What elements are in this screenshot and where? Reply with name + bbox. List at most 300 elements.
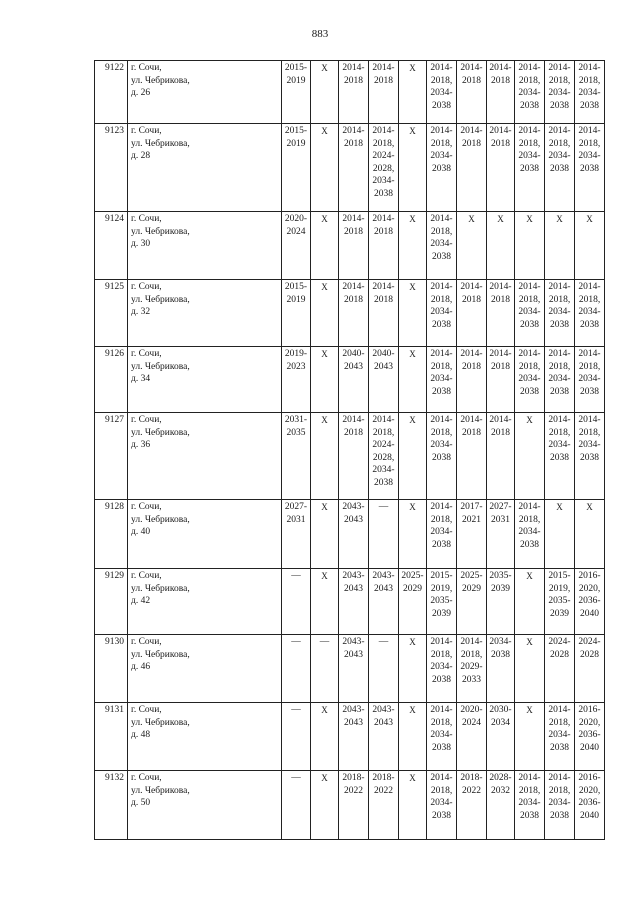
period-line: 2018,	[518, 75, 541, 86]
address-line: г. Сочи,	[131, 349, 162, 359]
period-line: X	[321, 502, 328, 512]
row-number-cell: 9132	[95, 771, 128, 840]
address-line: ул. Чебрикова,	[131, 717, 190, 728]
address-line: д. 32	[131, 307, 151, 318]
period-line: 2038	[520, 100, 539, 111]
period-cell	[515, 771, 545, 840]
period-line: X	[586, 502, 593, 512]
period-line: 2016-	[578, 705, 601, 715]
period-cell	[311, 413, 339, 500]
period-line: 2034-	[430, 88, 453, 99]
period-line: —	[378, 637, 389, 647]
period-line: —	[291, 637, 301, 647]
period-line: 2018,	[518, 138, 541, 149]
period-line: 2019-	[284, 349, 308, 359]
table-row	[95, 280, 605, 347]
period-line: 2038	[432, 319, 451, 330]
period-cell	[487, 347, 515, 413]
period-line: 2043	[374, 583, 393, 594]
period-line: 2024-	[578, 637, 601, 647]
period-cell	[427, 413, 457, 500]
period-cell	[575, 61, 605, 124]
period-cell	[545, 61, 575, 124]
period-line: 2034-	[518, 307, 541, 318]
table-row	[95, 347, 605, 413]
period-line: 2024	[462, 717, 481, 728]
period-cell	[399, 635, 427, 703]
period-cell	[282, 635, 311, 703]
period-cell	[457, 569, 487, 635]
period-cell	[399, 61, 427, 124]
period-line: 2014-	[430, 282, 453, 292]
period-cell	[545, 212, 575, 280]
period-cell	[399, 347, 427, 413]
address-line: д. 46	[131, 662, 151, 673]
row-number-cell: 9124	[95, 212, 128, 280]
period-line: 2014-	[342, 282, 365, 292]
period-line: 2018,	[518, 514, 541, 525]
row-number-cell: 9130	[95, 635, 128, 703]
address-cell	[128, 500, 282, 569]
period-line: 2018	[374, 294, 393, 305]
period-line: 2018,	[430, 649, 453, 660]
period-line: X	[321, 214, 328, 224]
address-line: г. Сочи,	[131, 571, 162, 581]
period-line: X	[409, 214, 416, 224]
address-line: д. 34	[131, 374, 151, 385]
period-cell	[369, 569, 399, 635]
table-row	[95, 569, 605, 635]
period-line: 2038	[580, 452, 599, 463]
period-line: 2030-	[489, 705, 512, 715]
period-cell	[545, 124, 575, 212]
row-number-cell: 9131	[95, 703, 128, 771]
period-line: 2018,	[430, 138, 453, 149]
period-line: 2034-	[518, 798, 541, 809]
address-line: д. 50	[131, 798, 151, 809]
period-cell	[487, 413, 515, 500]
period-line: 2014-	[489, 282, 512, 292]
period-cell	[545, 347, 575, 413]
period-cell	[427, 212, 457, 280]
period-line: 2018,	[430, 427, 453, 438]
period-cell	[457, 413, 487, 500]
period-cell	[457, 347, 487, 413]
period-line: 2034-	[548, 88, 571, 99]
period-line: 2018,	[430, 785, 453, 796]
period-line: 2038	[520, 539, 539, 550]
period-line: 2034-	[548, 440, 571, 451]
period-cell	[545, 280, 575, 347]
period-line: 2019	[286, 75, 306, 86]
period-line: 2018,	[548, 138, 571, 149]
period-line: 2038	[580, 100, 599, 111]
period-cell	[487, 61, 515, 124]
period-line: 2034-	[518, 88, 541, 99]
period-line: 2014-	[578, 63, 601, 73]
period-cell	[399, 124, 427, 212]
period-line: 2035-	[548, 596, 571, 607]
period-cell	[545, 703, 575, 771]
period-line: 2018	[491, 75, 510, 86]
period-line: 2014-	[518, 349, 541, 359]
period-line: 2014-	[430, 705, 453, 715]
period-line: 2024-	[372, 440, 395, 451]
row-number-cell: 9122	[95, 61, 128, 124]
period-line: 2034-	[430, 239, 453, 250]
period-line: 2027-	[284, 502, 308, 512]
table-row	[95, 124, 605, 212]
period-cell	[282, 61, 311, 124]
period-cell	[339, 771, 369, 840]
period-line: 2014-	[489, 63, 512, 73]
period-cell	[311, 347, 339, 413]
period-cell	[369, 347, 399, 413]
period-cell	[399, 771, 427, 840]
period-cell	[575, 413, 605, 500]
period-cell	[339, 413, 369, 500]
period-line: 2015-	[284, 63, 308, 73]
period-line: 2014-	[460, 282, 483, 292]
period-line: 2018	[344, 75, 363, 86]
period-cell	[311, 280, 339, 347]
period-line: 2020,	[578, 583, 601, 594]
period-line: 2014-	[578, 282, 601, 292]
period-line: 2033	[462, 674, 481, 685]
period-cell	[282, 212, 311, 280]
period-line: 2043	[344, 514, 363, 525]
period-line: 2034	[491, 717, 510, 728]
period-cell	[427, 635, 457, 703]
period-line: 2018,	[578, 427, 601, 438]
period-line: 2014-	[489, 349, 512, 359]
period-line: 2043-	[342, 705, 365, 715]
period-line: 2018,	[430, 294, 453, 305]
period-line: 2038	[432, 100, 451, 111]
period-line: 2038	[432, 674, 451, 685]
period-line: X	[526, 705, 533, 715]
period-line: 2028	[580, 649, 599, 660]
address-cell	[128, 347, 282, 413]
period-line: 2034-	[430, 374, 453, 385]
address-line: г. Сочи,	[131, 282, 162, 292]
period-cell	[399, 280, 427, 347]
address-line: д. 28	[131, 151, 151, 162]
period-cell	[545, 413, 575, 500]
period-line: 2017-	[460, 502, 483, 512]
period-line: 2018,	[518, 361, 541, 372]
period-cell	[311, 61, 339, 124]
period-line: X	[409, 282, 416, 292]
period-line: 2034-	[548, 798, 571, 809]
period-line: 2018	[462, 294, 481, 305]
period-line: 2020,	[578, 717, 601, 728]
period-cell	[339, 212, 369, 280]
period-line: 2031	[286, 514, 306, 525]
period-cell	[487, 771, 515, 840]
period-cell	[339, 635, 369, 703]
period-line: 2039	[432, 608, 451, 619]
period-line: X	[526, 214, 533, 224]
period-line: 2038	[550, 386, 569, 397]
period-line: 2022	[344, 785, 363, 796]
period-line: 2015-	[548, 571, 571, 581]
period-cell	[282, 124, 311, 212]
period-line: 2043-	[372, 571, 395, 581]
address-line: г. Сочи,	[131, 705, 162, 715]
period-line: 2043	[344, 649, 363, 660]
address-line: ул. Чебрикова,	[131, 75, 190, 86]
period-line: 2014-	[578, 126, 601, 136]
period-line: 2034-	[430, 798, 453, 809]
period-cell	[487, 635, 515, 703]
address-cell	[128, 280, 282, 347]
period-line: 2038	[432, 452, 451, 463]
period-cell	[311, 569, 339, 635]
period-cell	[575, 771, 605, 840]
period-line: 2014-	[342, 214, 365, 224]
period-line: X	[321, 63, 328, 73]
period-line: 2029	[462, 583, 481, 594]
period-cell	[515, 347, 545, 413]
period-cell	[427, 61, 457, 124]
period-cell	[369, 212, 399, 280]
period-line: 2038	[550, 742, 569, 753]
period-line: 2014-	[548, 773, 571, 783]
period-line: 2015-	[430, 571, 453, 581]
period-line: 2040	[580, 810, 599, 821]
address-line: ул. Чебрикова,	[131, 583, 190, 594]
period-line: 2014-	[548, 349, 571, 359]
period-line: 2014-	[342, 415, 365, 425]
address-line: д. 26	[131, 88, 151, 99]
address-cell	[128, 771, 282, 840]
address-line: г. Сочи,	[131, 214, 162, 224]
address-cell	[128, 61, 282, 124]
period-line: 2035-	[430, 596, 453, 607]
period-line: —	[291, 773, 301, 783]
period-cell	[369, 500, 399, 569]
address-line: ул. Чебрикова,	[131, 361, 190, 372]
period-line: 2038	[432, 742, 451, 753]
period-line: 2018,	[578, 75, 601, 86]
address-line: ул. Чебрикова,	[131, 427, 190, 438]
period-cell	[575, 635, 605, 703]
period-line: 2038	[580, 386, 599, 397]
period-line: 2018	[462, 138, 481, 149]
period-line: 2034-	[548, 151, 571, 162]
period-cell	[575, 124, 605, 212]
period-line: 2014-	[518, 773, 541, 783]
period-cell	[487, 569, 515, 635]
period-line: 2043	[374, 717, 393, 728]
period-cell	[515, 124, 545, 212]
period-line: 2016-	[578, 773, 601, 783]
period-line: 2018,	[548, 294, 571, 305]
period-line: X	[321, 773, 328, 783]
period-line: 2018	[491, 361, 510, 372]
period-line: X	[321, 282, 328, 292]
period-cell	[369, 771, 399, 840]
period-line: 2020-	[460, 705, 483, 715]
period-cell	[515, 635, 545, 703]
period-line: X	[409, 637, 416, 647]
period-cell	[457, 635, 487, 703]
period-line: X	[321, 126, 328, 136]
period-line: 2034-	[548, 307, 571, 318]
period-line: 2014-	[430, 63, 453, 73]
period-line: X	[556, 502, 563, 512]
period-line: X	[321, 349, 328, 359]
period-cell	[575, 280, 605, 347]
table-row	[95, 413, 605, 500]
period-line: 2018,	[430, 226, 453, 237]
period-line: 2038	[520, 386, 539, 397]
address-cell	[128, 413, 282, 500]
period-line: 2018	[462, 361, 481, 372]
period-line: 2018,	[548, 361, 571, 372]
period-cell	[487, 280, 515, 347]
table-row	[95, 703, 605, 771]
period-cell	[427, 347, 457, 413]
period-cell	[457, 703, 487, 771]
period-line: 2038	[550, 319, 569, 330]
period-line: 2034-	[578, 88, 601, 99]
period-line: 2014-	[460, 349, 483, 359]
period-line: 2014-	[342, 63, 365, 73]
period-line: 2043-	[372, 705, 395, 715]
period-line: 2018,	[372, 427, 395, 438]
period-line: 2025-	[460, 571, 483, 581]
period-cell	[282, 771, 311, 840]
period-line: 2014-	[548, 63, 571, 73]
period-line: 2018,	[578, 294, 601, 305]
period-cell	[427, 124, 457, 212]
period-line: 2020-	[284, 214, 308, 224]
period-line: 2028	[550, 649, 569, 660]
period-line: 2018	[374, 75, 393, 86]
period-line: 2018,	[548, 427, 571, 438]
period-line: 2014-	[430, 349, 453, 359]
period-cell	[515, 703, 545, 771]
period-line: 2018,	[460, 649, 483, 660]
period-line: 2018,	[518, 294, 541, 305]
address-line: д. 30	[131, 239, 151, 250]
address-line: д. 48	[131, 730, 151, 741]
period-line: 2039	[550, 608, 569, 619]
period-line: 2019	[286, 138, 306, 149]
period-cell	[282, 347, 311, 413]
period-cell	[339, 703, 369, 771]
period-line: 2034-	[548, 374, 571, 385]
address-line: ул. Чебрикова,	[131, 514, 190, 525]
period-line: 2022	[374, 785, 393, 796]
period-line: 2043	[374, 361, 393, 372]
period-line: X	[526, 571, 533, 581]
period-line: 2014-	[518, 126, 541, 136]
period-cell	[399, 500, 427, 569]
period-cell	[399, 703, 427, 771]
period-line: 2043-	[342, 637, 365, 647]
period-line: —	[378, 502, 389, 512]
period-cell	[487, 124, 515, 212]
period-cell	[427, 280, 457, 347]
period-line: X	[556, 214, 563, 224]
period-line: 2018	[491, 427, 510, 438]
period-line: X	[526, 637, 533, 647]
period-line: X	[409, 502, 416, 512]
period-cell	[515, 569, 545, 635]
period-line: 2018-	[372, 773, 395, 783]
period-cell	[575, 212, 605, 280]
period-line: 2014-	[460, 63, 483, 73]
period-line: 2018,	[548, 785, 571, 796]
period-cell	[457, 280, 487, 347]
period-cell	[282, 413, 311, 500]
period-line: 2014-	[342, 126, 365, 136]
period-cell	[515, 500, 545, 569]
period-cell	[427, 500, 457, 569]
address-line: г. Сочи,	[131, 502, 162, 512]
period-line: 2018,	[578, 138, 601, 149]
period-line: 2038	[432, 539, 451, 550]
period-line: 2018	[491, 294, 510, 305]
period-line: 2018,	[372, 138, 395, 149]
period-line: 2019,	[548, 583, 571, 594]
period-line: 2018,	[548, 75, 571, 86]
period-line: 2014-	[372, 63, 395, 73]
period-cell	[339, 569, 369, 635]
period-line: 2034-	[430, 662, 453, 673]
period-line: X	[586, 214, 593, 224]
period-line: 2034-	[518, 527, 541, 538]
period-line: 2014-	[430, 126, 453, 136]
period-line: 2014-	[518, 282, 541, 292]
period-line: 2014-	[578, 349, 601, 359]
period-line: 2014-	[372, 282, 395, 292]
period-line: 2034-	[372, 465, 395, 476]
period-line: 2034-	[430, 527, 453, 538]
period-line: X	[497, 214, 504, 224]
address-line: д. 42	[131, 596, 151, 607]
period-line: 2034-	[518, 374, 541, 385]
period-cell	[369, 280, 399, 347]
period-cell	[339, 61, 369, 124]
period-line: 2024-	[548, 637, 571, 647]
period-line: 2016-	[578, 571, 601, 581]
period-line: 2038	[374, 188, 393, 199]
period-line: 2043	[344, 717, 363, 728]
period-cell	[457, 771, 487, 840]
period-cell	[457, 212, 487, 280]
period-cell	[339, 124, 369, 212]
period-line: 2018	[374, 226, 393, 237]
period-line: 2024	[286, 226, 306, 237]
period-cell	[339, 347, 369, 413]
period-line: 2014-	[460, 126, 483, 136]
period-line: 2034-	[430, 307, 453, 318]
period-line: 2014-	[430, 502, 453, 512]
period-cell	[282, 280, 311, 347]
period-line: 2038	[580, 163, 599, 174]
period-cell	[339, 280, 369, 347]
period-line: 2018,	[430, 717, 453, 728]
period-line: 2021	[462, 514, 481, 525]
period-line: 2038	[432, 163, 451, 174]
period-cell	[487, 703, 515, 771]
period-line: 2035-	[489, 571, 512, 581]
period-line: 2043-	[342, 502, 365, 512]
